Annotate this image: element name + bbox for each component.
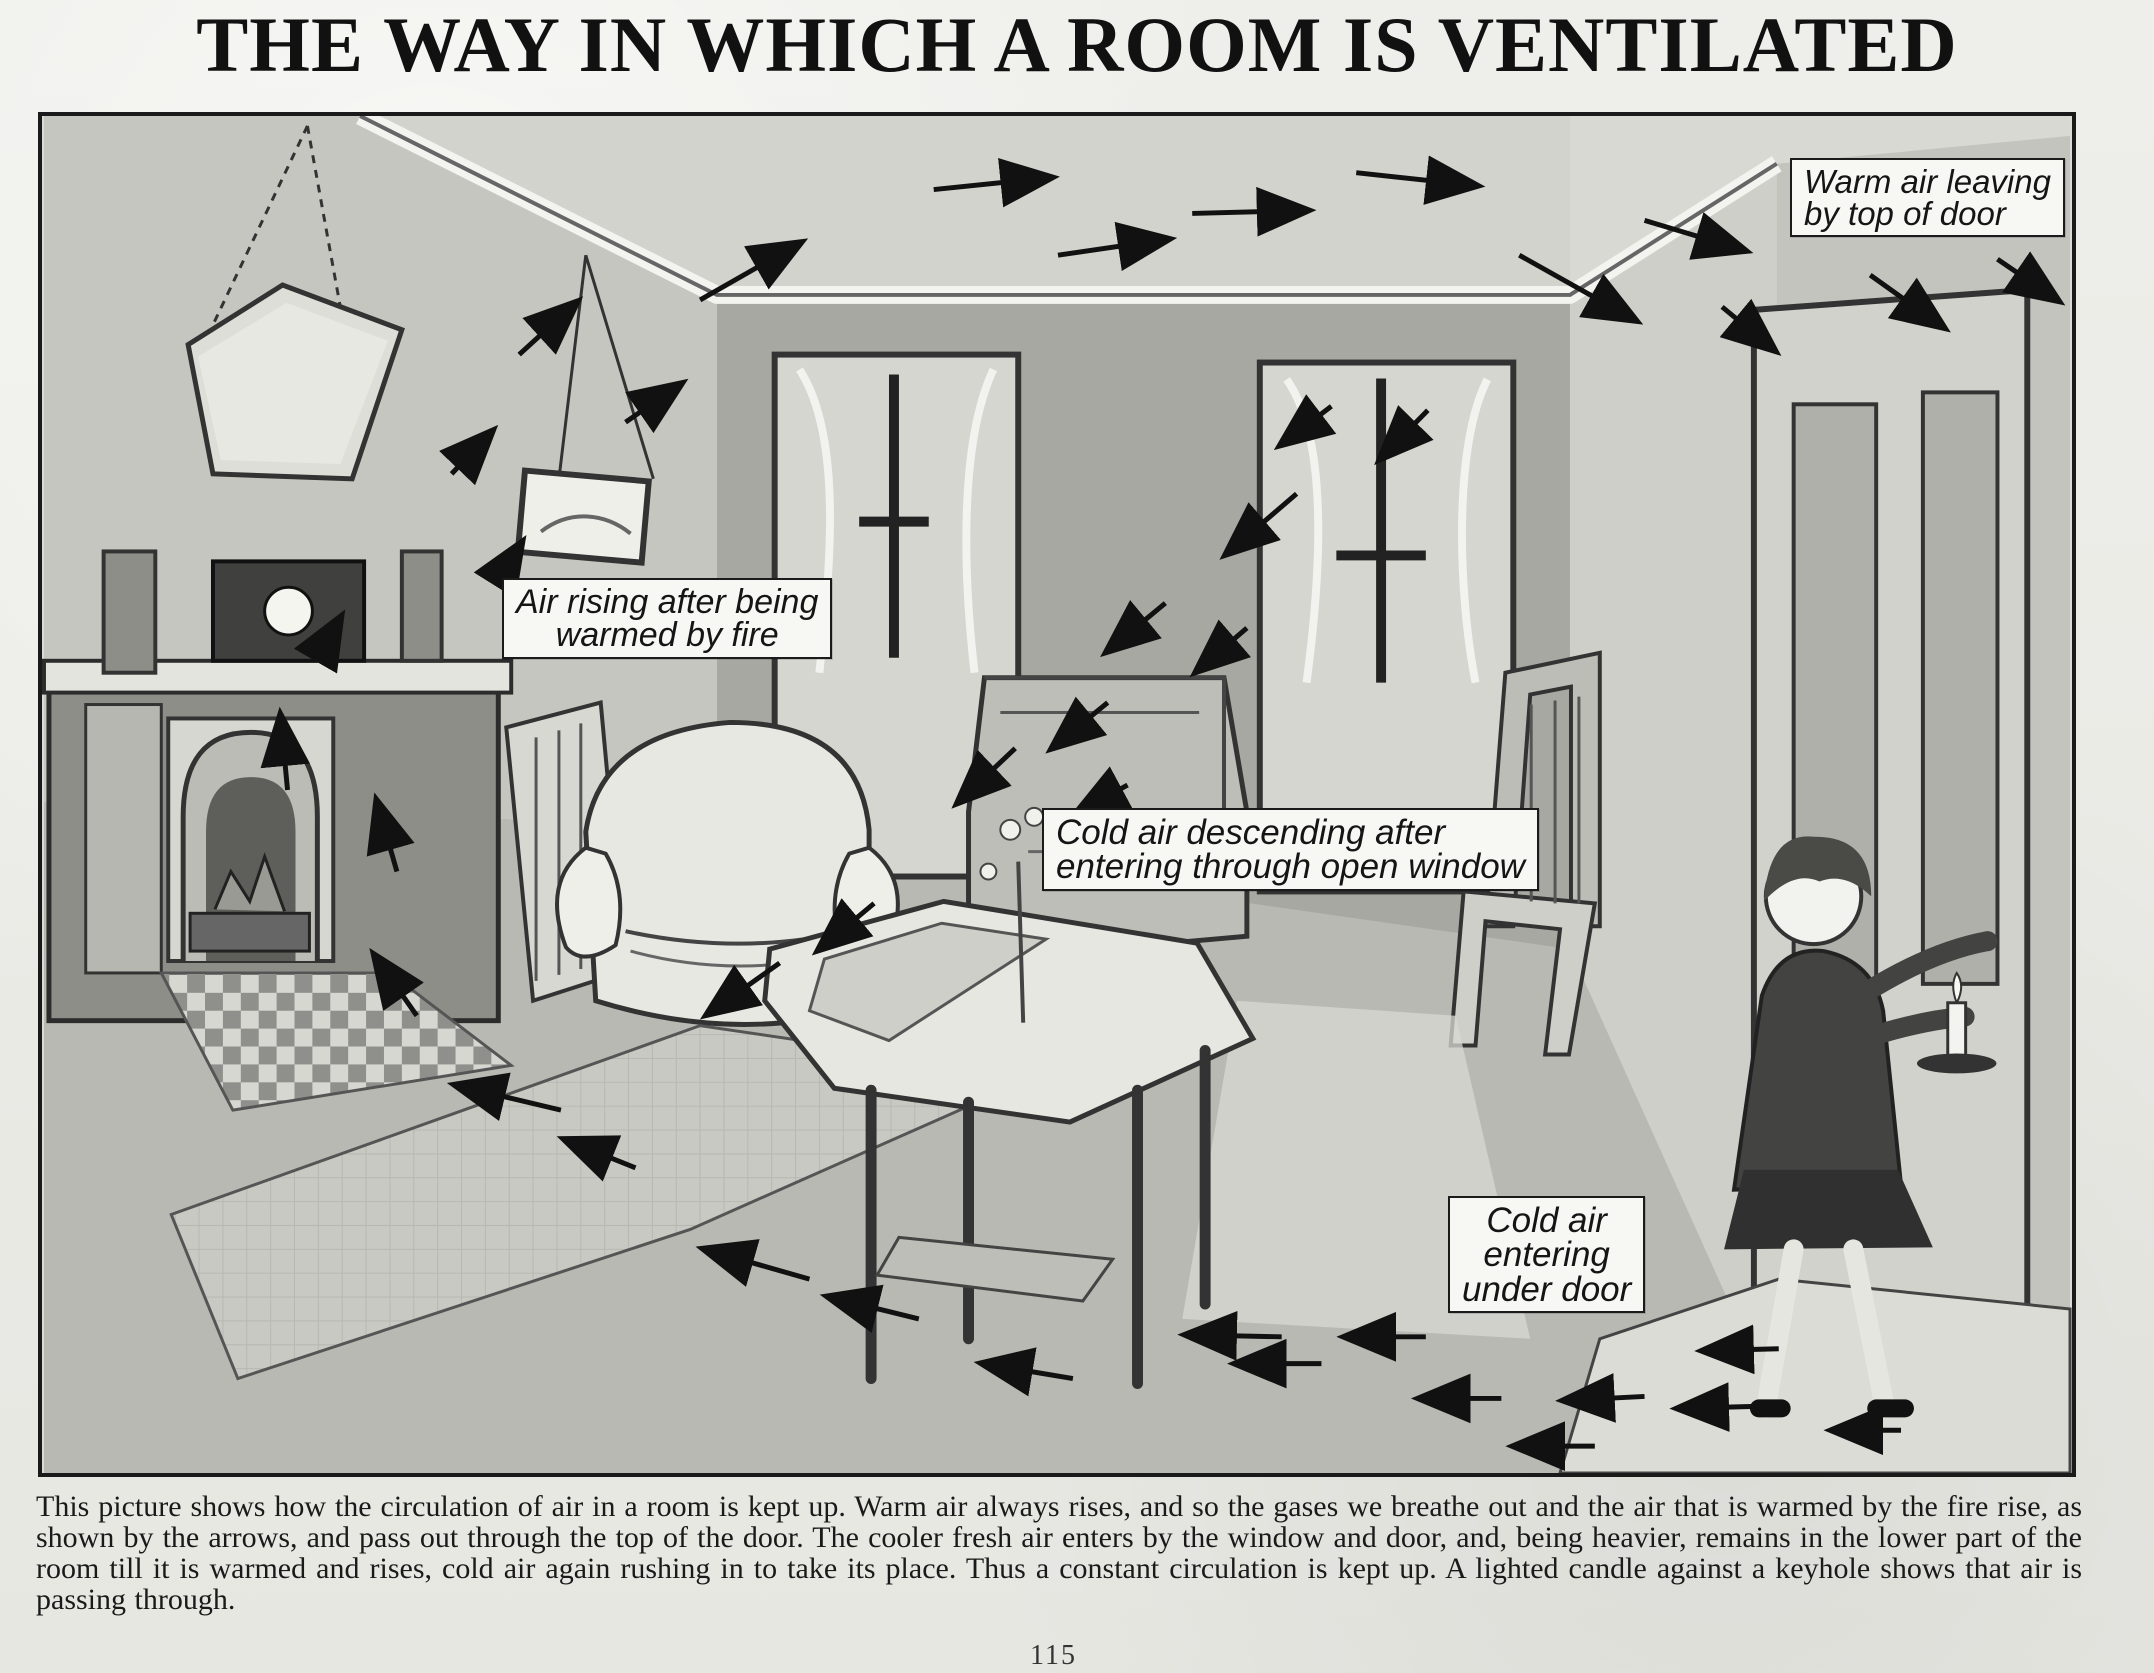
warm-air-label: Warm air leaving by top of door [1790, 158, 2065, 237]
page-number: 115 [1030, 1640, 1077, 1671]
cold-air-door-label: Cold air entering under door [1448, 1196, 1645, 1313]
page-title: THE WAY IN WHICH A ROOM IS VENTILATED [196, 1, 1958, 88]
room-illustration [42, 116, 2072, 1473]
cold-air-window-label: Cold air descending after entering through open window [1042, 808, 1539, 891]
caption-text: This picture shows how the circulation of air in a room is kept up. Warm air always rises, and so the gases we breathe out and the air that is warmed by the fire rise, as shown by the arrows, and pass out through the top of the door. The cooler fresh air enters by the window and door, and, being heavier, remains in the lower part of the room till it is warmed and rises, cold air again rushing in to take its place. Thus a constant circulation is kept up. A lighted candle against a keyhole shows that air is passing through. [36, 1490, 2082, 1616]
illustration-frame [38, 112, 2076, 1477]
air-rising-label: Air rising after being warmed by fire [502, 578, 832, 659]
